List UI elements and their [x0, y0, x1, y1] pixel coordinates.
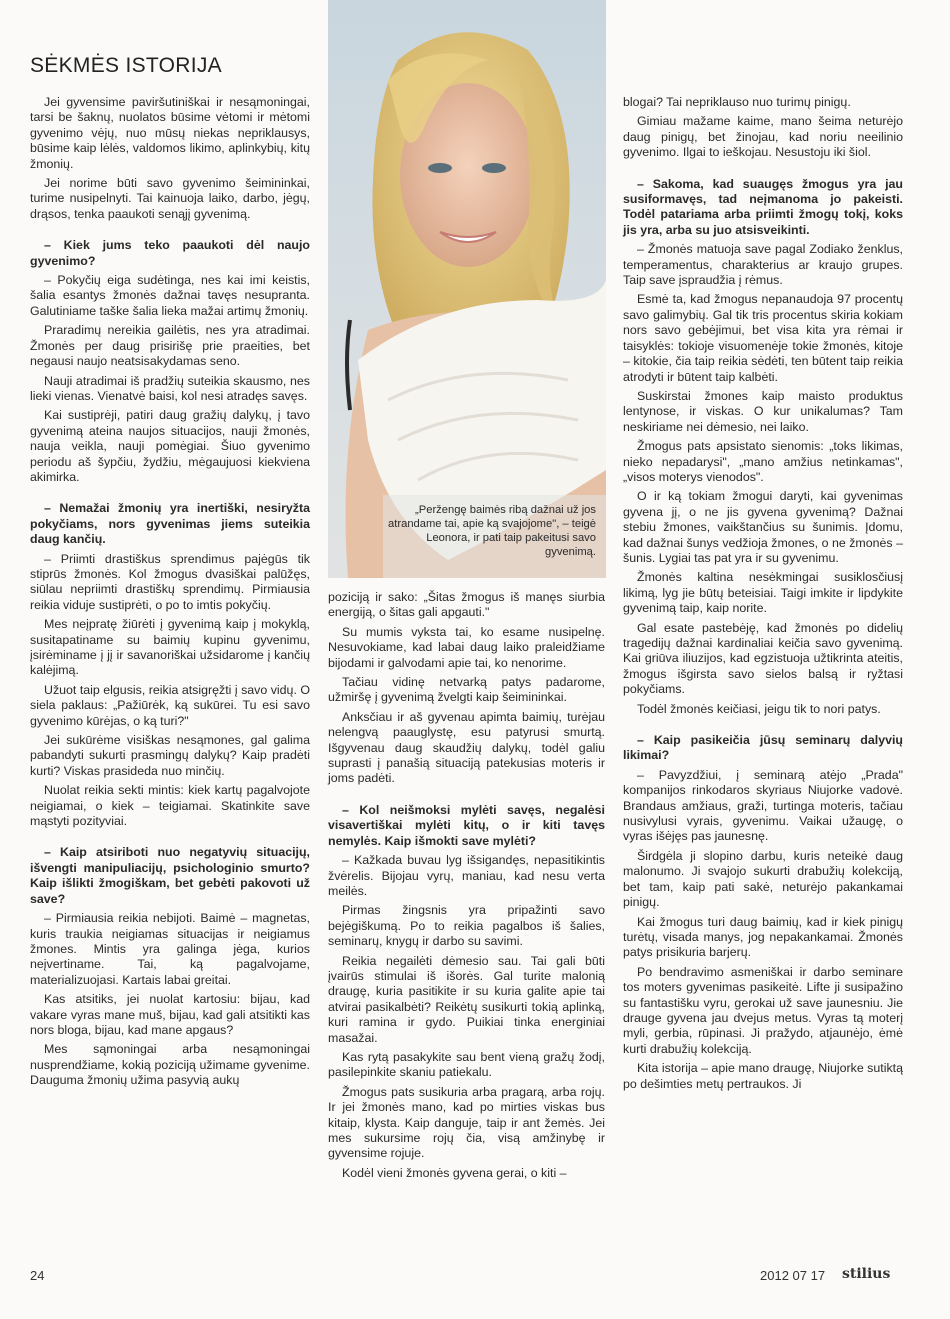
- interview-question: – Nemažai žmonių yra inertiški, nesiryžta pokyčiams, nors gyvenimas jiems suteikia daug kančių.: [30, 501, 310, 547]
- article-paragraph: Pirmas žingsnis yra pripažinti savo bejėgiškumą. Po to reikia pagalbos iš šalies, seminarų, knygų ir darbo su savimi.: [328, 903, 605, 949]
- article-paragraph: Gal esate pastebėję, kad žmonės po didelių tragedijų dažnai kardinaliai keičia savo gyvenimą. Kai griūva iliuzijos, kad egzistuoja užtikrinta ateitis, žmogus išgirsta savo sielos balsą ir ryžtasi pokyčiams.: [623, 620, 903, 697]
- article-paragraph: Žmonės kaltina nesėkmingai susiklosčiusį likimą, lyg jie būtų beteisiai. Taigi imkite ir lipdykite gyvenimą taip, kaip norite.: [623, 570, 903, 616]
- article-paragraph: – Pokyčių eiga sudėtinga, nes kai imi keistis, šalia esantys žmonės dažnai tavęs nesupranta. Galutiniame taške šalia lieka mažai artimų žmonių.: [30, 273, 310, 318]
- article-paragraph: Po bendravimo asmeniškai ir darbo seminare tos moters gyvenimas pasikeitė. Lifte ji susipažino su fantastišku vyru, gerokai už save jaunesniu. Jie drauge gyvena jau dvejus metus. Vyras tą moterį myli, gerbia, rūpinasi. Ji pražydo, atjaunėjo, ėmė kurti drabužių kolekciją.: [623, 964, 903, 1056]
- article-paragraph: Jei sukūrėme visiškas nesąmones, gal galima pabandyti sukurti prasmingų dalykų? Kaip pradėti kurti? Viskas prasideda nuo minčių.: [30, 733, 310, 778]
- article-paragraph: Mes neįpratę žiūrėti į gyvenimą kaip į mokyklą, susitapatiname su baimių kupinu gyvenimu, įsirėminame į jį ir savanoriškai užsidarome į kančių kalėjimą.: [30, 617, 310, 678]
- article-paragraph: Jei gyvensime paviršutiniškai ir nesąmoningai, tarsi be šaknų, nuolatos būsime vėtomi ir mėtomi gyvenimo vėjų, nuo mūsų niekas nepriklausys, būsime kaip lėlės, valdomos likimo, aplinkybių, kitų žmonių.: [30, 95, 310, 171]
- interview-question: – Sakoma, kad suaugęs žmogus yra jau susiformavęs, tad neįmanoma jo pakeisti. Todėl patariama arba priimti žmogų tokį, koks jis yra, arba su juo atsisveikinti.: [623, 176, 903, 237]
- article-paragraph: Praradimų nereikia gailėtis, nes yra atradimai. Žmonės per daug prisirišę prie praeities, bet negausi naujo neatsisakydamas seno.: [30, 323, 310, 369]
- article-paragraph: blogai? Tai nepriklauso nuo turimų pinigų.: [623, 95, 851, 109]
- article-paragraph: – Priimti drastiškus sprendimus pajėgūs tik stiprūs žmonės. Kol žmogus dvasiškai palūžęs, siūlau nepriimti drastiškų sprendimų. Pirmiausia reikia viduje sustiprėti, o po to imtis pokyčių.: [30, 551, 310, 612]
- article-paragraph: Jei norime būti savo gyvenimo šeimininkai, turime nusipelnyti. Tai kainuoja laiko, darbo, jėgų, drąsos, tenka paaukoti senąjį gyvenimą.: [30, 176, 310, 221]
- interview-question: – Kol neišmoksi mylėti savęs, negalėsi visavertiškai mylėti kitų, o ir kiti tavęs nemylės. Kaip išmokti save mylėti?: [328, 802, 605, 848]
- article-paragraph: Kodėl vieni žmonės gyvena gerai, o kiti –: [342, 1165, 567, 1180]
- article-paragraph: Žmogus pats susikuria arba pragarą, arba rojų. Ir jei žmonės mano, kad po mirties viskas bus kitaip, klysta. Kaip danguje, taip ir ant žemės. Jei mes sukursime rojų čia, visą amžinybę ir gyvensime rojuje.: [328, 1084, 605, 1161]
- page-number: 24: [30, 1268, 45, 1283]
- article-paragraph: – Pirmiausia reikia nebijoti. Baimė – magnetas, kuris traukia neigiamas situacijas ir neigiamus žmones. Mintis yra galinga jėga, kurios neįvertiname. Tai, ką pagalvojame, materializuojasi. Kartais labai greitai.: [30, 911, 310, 987]
- section-heading: SĖKMĖS ISTORIJA: [30, 54, 222, 77]
- article-column-1: [30, 95, 310, 1093]
- article-paragraph: Kita istorija – apie mano draugę, Niujorke sutiktą po dešimties metų pertraukos. Ji: [623, 1061, 903, 1091]
- article-paragraph: O ir ką tokiam žmogui daryti, kai gyvenimas gyvena jį, o ne jis gyvena gyvenimą? Dažnai stebiu žmones, vaikštančius su šunimis. Įdomu, kad dažnai šunys vedžioja žmones, o ne žmonės – šunis. Lygiai tas pat yra ir su gyvenimu.: [623, 489, 903, 565]
- article-paragraph: Esmė ta, kad žmogus nepanaudoja 97 procentų savo galimybių. Gal tik tris procentus skiria kokiam nors savo gebėjimui, bet visa kita yra rėmai ir taisyklės: tokioje visuomenėje tokie žmonės, kitoje – kitokie, čia taip reikia sėdėti, ten būtent taip reikia atrodyti ir būtent taip kalbėti.: [623, 292, 903, 384]
- portrait-photo: [328, 0, 606, 578]
- article-column-2: [328, 590, 605, 1185]
- article-paragraph: Nauji atradimai iš pradžių suteikia skausmo, nes lieki vienas. Vienatvė baisi, kol nesi atradęs savęs.: [30, 373, 310, 403]
- article-paragraph: – Pavyzdžiui, į seminarą atėjo „Prada" kompanijos rinkodaros skyriaus Niujorke vadovė. Brandaus amžiaus, graži, turtinga moteris, tačiau nusivylusi vyrais, gyvenimu. Vaikai užaugę, o vyras išėjęs pas jaunesnę.: [623, 767, 903, 844]
- article-paragraph: Kai žmogus turi daug baimių, kad ir kiek pinigų turėtų, visada manys, jog nepakankamai. Žmonės patys prisikuria barjerų.: [623, 914, 903, 960]
- article-paragraph: Tačiau vidinę netvarką patys padarome, užmiršę į gyvenimą žvelgti kaip šeimininkai.: [328, 675, 605, 705]
- article-paragraph: Reikia negailėti dėmesio sau. Tai gali būti įvairūs stimulai iš išorės. Gal turite malonią draugę, kuria pasitikite ir su kuria galite apie tai atvirai pasikalbėti? Reikėtų susikurti tokią aplinką, kuri ramina ir gydo. Puikiai tinka energiniai masažai.: [328, 953, 605, 1045]
- article-paragraph: Kai sustiprėji, patiri daug gražių dalykų, į tavo gyvenimą ateina naujos situacijos, nauji žmonės, nauja veikla, nauji pomėgiai. Šiuo gyvenimo periodu aš šypčiu, žydžiu, mėgaujuosi kiekviena akimirka.: [30, 408, 310, 484]
- photo-caption: „Peržengę baimės ribą dažnai už jos atrandame tai, apie ką svajojome", – teigė Leonora, ir pati taip pakeitusi savo gyvenimą.: [388, 504, 596, 558]
- article-paragraph: Žmogus pats apsistato sienomis: „toks likimas, nieko nepadarysi", „mano amžius netinkamas", „visos moterys vienodos".: [623, 439, 903, 484]
- article-paragraph: – Žmonės matuoja save pagal Zodiako ženklus, temperamentus, charakterius ar kraujo grupes. Taip save įspraudžia į rėmus.: [623, 242, 903, 288]
- article-paragraph: – Kažkada buvau lyg išsigandęs, nepasitikintis žvėrelis. Bijojau vyrų, maniau, kad nesu verta meilės.: [328, 853, 605, 898]
- portrait-illustration: [328, 0, 606, 578]
- article-paragraph: Todėl žmonės keičiasi, jeigu tik to nori patys.: [637, 701, 881, 716]
- article-paragraph: Gimiau mažame kaime, mano šeima neturėjo daug pinigų, bet žinojau, kad noriu neeilinio gyvenimo. Ilgai to ieškojau. Nesustoju iki šiol.: [623, 114, 903, 160]
- article-paragraph: Užuot taip elgusis, reikia atsigręžti į savo vidų. O siela paklaus: „Pažiūrėk, ką sukūrei. Tu esi savo gyvenimo kūrėjas, o ką turi?": [30, 682, 310, 728]
- issue-date: 2012 07 17: [760, 1268, 826, 1283]
- article-paragraph: Su mumis vyksta tai, ko esame nusipelnę. Nesuvokiame, kad labai daug laiko praleidžiame bijodami ir galvodami apie tai, ko nenorime.: [328, 624, 605, 670]
- article-paragraph: Suskirstai žmones kaip maisto produktus lentynose, ir viskas. O kur unikalumas? Tam neskiriame nei dėmesio, nei laiko.: [623, 388, 903, 434]
- article-column-3: [623, 95, 903, 1096]
- interview-question: – Kiek jums teko paaukoti dėl naujo gyvenimo?: [30, 238, 310, 268]
- interview-question: – Kaip pasikeičia jūsų seminarų dalyvių likimai?: [623, 733, 903, 763]
- article-paragraph: Širdgėla ji slopino darbu, kuris neteikė daug malonumo. Ji svajojo sukurti drabužių kolekciją, bet tam, kaip pati sakė, neturėjo pakankamai pinigų.: [623, 848, 903, 910]
- magazine-name: stilius: [842, 1266, 891, 1282]
- interview-question: – Kaip atsiriboti nuo negatyvių situacijų, išvengti manipuliacijų, psichologinio smurto? Kaip išlikti žmogiškam, bet gebėti pakovoti už save?: [30, 845, 310, 906]
- article-paragraph: Kas rytą pasakykite sau bent vieną gražų žodį, pasilepinkite skaniu patiekalu.: [328, 1049, 605, 1080]
- article-paragraph: Nuolat reikia sekti mintis: kiek kartų pagalvojote neigiamai, o kiek – teigiamai. Skatinkite save mąstyti pozityviai.: [30, 783, 310, 829]
- article-paragraph: poziciją ir sako: „Šitas žmogus iš manęs siurbia energiją, o šitas gali apgauti.": [328, 590, 605, 620]
- article-paragraph: Anksčiau ir aš gyvenau apimta baimių, turėjau nelengvą paauglystę, esu patyrusi smurtą. Išgyvenau daug skaudžių dalykų, todėl galiu suprasti į panašią situaciją patekusias moteris ir joms padėti.: [328, 709, 605, 786]
- article-paragraph: Kas atsitiks, jei nuolat kartosiu: bijau, kad vakare vyras mane muš, bijau, kad gali atsitikti kas nors bloga, bijau, kad mane apgaus?: [30, 992, 310, 1037]
- article-paragraph: Mes sąmoningai arba nesąmoningai nusprendžiame, kokią poziciją užimame gyvenime. Dauguma žmonių užima pasyvią aukų: [30, 1042, 310, 1088]
